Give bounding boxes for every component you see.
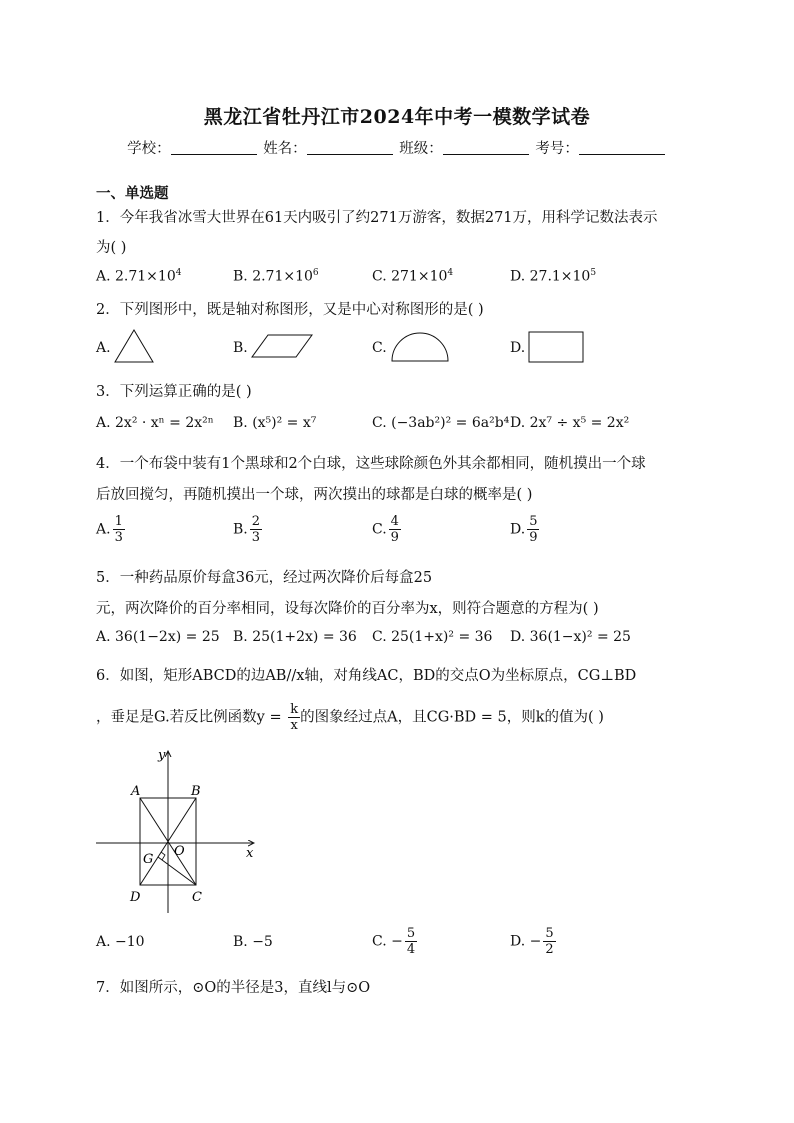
segment-cg [158,857,196,885]
q2-option-d-label[interactable]: D. [510,340,526,356]
school-blank[interactable] [171,140,257,155]
label-x: x [246,846,254,861]
label-d: D [130,890,141,905]
q6-option-c-prefix: C. − [372,933,403,950]
q1-option-c-text: C. 271×10 [372,268,448,285]
right-angle-mark [161,852,165,860]
q5-option-a[interactable]: A. 36(1−2x) = 25 [96,629,220,645]
class-label: 班级： [399,141,443,157]
name-blank[interactable] [307,140,393,155]
q6-text-part-1: ，垂足是G.若反比例函数y = [96,709,287,726]
rectangle-icon[interactable] [527,330,585,364]
q4-option-c-fraction [389,514,401,545]
q1-option-a-text: A. 2.71×10 [96,268,176,285]
label-a: A [131,784,141,799]
numerator: 1 [114,514,123,529]
q2-option-c-label[interactable]: C. [372,340,387,356]
denominator: 3 [114,530,123,545]
q3-option-d[interactable]: D. 2x⁷ ÷ x⁵ = 2x² [510,415,630,431]
page-title: 黑龙江省牡丹江市2024年中考一模数学试卷 [203,106,591,128]
q4-option-a-fraction [113,514,125,545]
q4-option-b[interactable] [233,514,262,545]
q5-option-b[interactable]: B. 25(1+2x) = 36 [233,629,357,645]
numerator: 5 [529,514,538,529]
numerator: 5 [545,926,554,941]
numerator: 4 [390,514,399,529]
denominator: 9 [390,530,399,545]
triangle-icon[interactable] [112,327,156,365]
denominator: 3 [251,530,261,545]
q6-fraction-k-over-x [288,702,300,733]
label-y: y [158,748,166,763]
q1-option-b-text: B. 2.71×10 [233,268,313,285]
q5-option-c[interactable]: C. 25(1+x)² = 36 [372,629,493,645]
school-label: 学校： [127,141,171,157]
q4-option-b-label: B. [233,521,248,538]
q2-option-b-label[interactable]: B. [233,340,248,356]
student-info-line [0,137,794,158]
question-4-text: 4．一个布袋中装有1个黑球和2个白球，这些球除颜色外其余都相同，随机摸出一个球 [96,456,646,472]
q6-option-d[interactable] [510,926,556,957]
class-blank[interactable] [443,140,529,155]
q4-option-a[interactable] [96,514,125,545]
q6-option-d-prefix: D. − [510,933,542,950]
q1-option-a[interactable] [96,268,181,285]
label-o: O [174,844,185,859]
q1-option-c-exp: 4 [447,268,454,278]
q6-option-a[interactable]: A. −10 [96,934,145,950]
question-5-text: 5．一种药品原价每盒36元，经过两次降价后每盒25 [96,570,433,586]
question-5-text-cont: 元，两次降价的百分率相同，设每次降价的百分率为x，则符合题意的方程为( ) [96,601,599,617]
question-2-text: 2．下列图形中，既是轴对称图形，又是中心对称图形的是( ) [96,302,484,318]
q1-option-b[interactable] [233,268,319,285]
exam-number-blank[interactable] [579,140,665,155]
question-4-text-cont: 后放回搅匀，再随机摸出一个球，两次摸出的球都是白球的概率是( ) [96,487,533,503]
q6-text-part-2: 的图象经过点A，且CG·BD = 5，则k的值为( ) [300,709,604,726]
q1-option-b-exp: 6 [312,268,319,278]
q1-option-d-text: D. 27.1×10 [510,268,591,285]
label-b: B [191,784,201,799]
q6-option-d-fraction [543,926,555,957]
question-1-text-cont: 为( ) [96,240,127,256]
q3-option-c[interactable]: C. (−3ab²)² = 6a²b⁴ [372,415,510,431]
question-1-text: 1．今年我省冰雪大世界在61天内吸引了约271万游客，数据271万，用科学记数法表示 [96,210,658,226]
q6-option-b[interactable]: B. −5 [233,934,273,950]
q1-option-d[interactable] [510,268,596,285]
q6-rectangle-figure [94,745,266,915]
numerator: 2 [251,514,261,529]
name-label: 姓名： [263,141,307,157]
question-6-text-cont [96,702,604,733]
label-c: C [192,890,202,905]
q3-option-b[interactable]: B. (x⁵)² = x⁷ [233,415,317,431]
q4-option-d-fraction [527,514,539,545]
q3-option-a[interactable]: A. 2x² · xⁿ = 2x²ⁿ [96,415,214,431]
q1-option-d-exp: 5 [590,268,597,278]
denominator: 4 [406,942,416,957]
label-g: G [143,852,154,867]
q4-option-a-label: A. [96,521,111,538]
numerator: k [290,702,299,717]
q4-option-c-label: C. [372,521,387,538]
q6-option-c[interactable] [372,926,417,957]
semicircle-icon[interactable] [389,330,451,364]
q4-option-c[interactable] [372,514,401,545]
q4-option-d[interactable] [510,514,539,545]
question-6-text: 6．如图，矩形ABCD的边AB//x轴，对角线AC，BD的交点O为坐标原点，CG⊥BD [96,668,637,684]
q4-option-b-fraction [250,514,262,545]
q4-option-d-label: D. [510,521,526,538]
denominator: x [290,718,298,733]
exam-number-label: 考号： [535,141,579,157]
parallelogram-icon[interactable] [250,332,314,360]
question-3-text: 3．下列运算正确的是( ) [96,384,252,400]
q1-option-c[interactable] [372,268,453,285]
denominator: 2 [545,942,554,957]
q6-option-c-fraction [405,926,417,957]
denominator: 9 [529,530,538,545]
section-title: 一、单选题 [96,185,169,202]
q1-option-a-exp: 4 [175,268,182,278]
question-7-text: 7．如图所示，⊙O的半径是3，直线l与⊙O [96,980,371,996]
q2-option-a-label[interactable]: A. [96,340,111,356]
numerator: 5 [406,926,416,941]
q5-option-d[interactable]: D. 36(1−x)² = 25 [510,629,631,645]
